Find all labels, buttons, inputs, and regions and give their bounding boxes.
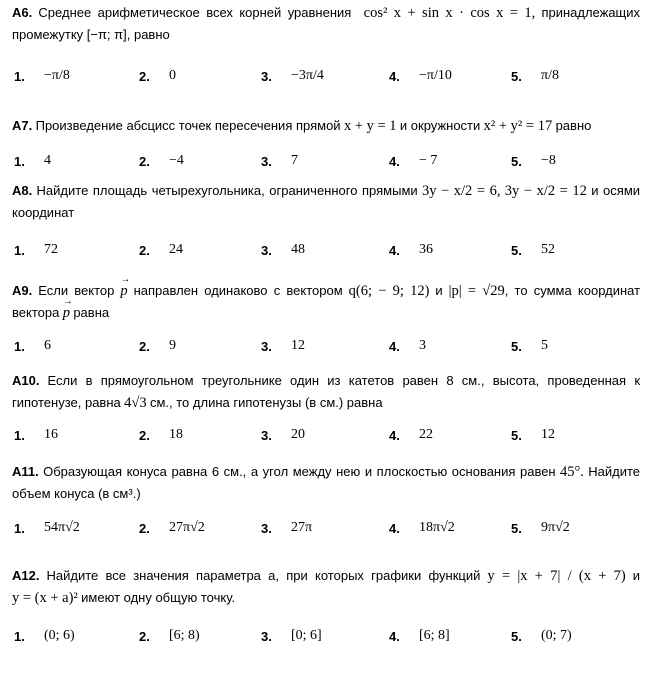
option-value: − 7 (419, 153, 438, 168)
question-number: A7. (12, 118, 33, 133)
option-value: 22 (419, 427, 433, 442)
question-text: направлен одинаково с вектором (133, 283, 343, 298)
option-number: 1. (14, 520, 25, 536)
question-text: Найдите объем конуса (в см³.) (12, 464, 641, 501)
option-3[interactable] (261, 56, 324, 96)
option-number: 2. (139, 153, 150, 169)
question-number: A12. (12, 568, 40, 583)
function-1: y = |x + 7| / (x + 7) (487, 568, 626, 584)
option-value: −π/8 (44, 68, 70, 83)
option-3[interactable] (261, 415, 305, 455)
option-value: 27π√2 (169, 520, 205, 535)
option-value: 72 (44, 242, 58, 257)
option-5[interactable] (511, 508, 570, 548)
question-number: A6. (12, 5, 33, 20)
question-text: Найдите все значения параметра a, при которых графики функций (46, 568, 481, 583)
equation-1: 3y − x/2 = 6, (421, 183, 501, 199)
question-text: Если в прямоугольном треугольнике один из катетов равен 8 см., высота, проведенная к гипотенузе, равна (12, 373, 641, 410)
option-4[interactable] (389, 56, 452, 96)
question-text: равна (73, 305, 110, 320)
option-number: 5. (511, 68, 522, 84)
option-number: 3. (261, 338, 272, 354)
option-number: 2. (139, 68, 150, 84)
option-number: 2. (139, 338, 150, 354)
option-value: 4 (44, 153, 51, 168)
question-a11 (12, 461, 640, 505)
equation-circle: x² + y² = 17 (483, 118, 553, 134)
vector-p-length: |p| = √29 (448, 283, 505, 299)
option-value: 12 (291, 338, 305, 353)
question-text: , то сумма координат вектора (12, 283, 641, 320)
option-number: 2. (139, 242, 150, 258)
option-2[interactable] (139, 141, 184, 181)
option-number: 1. (14, 427, 25, 443)
question-text: и окружности (399, 118, 481, 133)
option-number: 3. (261, 628, 272, 644)
option-value: 36 (419, 242, 433, 257)
option-2[interactable] (139, 508, 205, 548)
question-number: A10. (12, 373, 40, 388)
option-value: 6 (44, 338, 51, 353)
option-4[interactable] (389, 326, 426, 366)
answer-options-a8 (0, 230, 650, 270)
option-4[interactable] (389, 230, 433, 270)
option-5[interactable] (511, 326, 548, 366)
option-value: −4 (169, 153, 184, 168)
question-text: Если вектор (38, 283, 115, 298)
option-5[interactable] (511, 141, 556, 181)
question-number: A9. (12, 283, 33, 298)
option-2[interactable] (139, 616, 200, 656)
option-number: 2. (139, 628, 150, 644)
option-value: −3π/4 (291, 68, 324, 83)
vector-p: → p (120, 280, 127, 302)
option-value: −π/10 (419, 68, 452, 83)
option-value: 5 (541, 338, 548, 353)
question-text: см., то длина гипотенузы (в см.) равна (149, 395, 383, 410)
option-5[interactable] (511, 415, 555, 455)
option-3[interactable] (261, 508, 312, 548)
equation: 4√3 (124, 395, 147, 411)
equation-2: 3y − x/2 = 12 (504, 183, 587, 199)
question-text: Среднее арифметическое всех корней уравнения (38, 5, 352, 20)
answer-options-a9 (0, 326, 650, 366)
question-text: и (632, 568, 641, 583)
option-value: (0; 6) (44, 628, 75, 643)
option-4[interactable] (389, 141, 437, 181)
question-text: Образующая конуса равна 6 см., а угол между нею и плоскостью основания равен (43, 464, 556, 479)
question-text: Найдите площадь четырехугольника, ограниченного прямыми (36, 183, 418, 198)
option-value: 7 (291, 153, 298, 168)
option-value: 27π (291, 520, 313, 535)
option-3[interactable] (261, 326, 305, 366)
answer-options-a7 (0, 141, 650, 181)
option-number: 4. (389, 520, 400, 536)
option-value: 18π√2 (419, 520, 455, 535)
option-number: 4. (389, 68, 400, 84)
option-value: [6; 8] (419, 628, 450, 643)
question-a12 (12, 565, 640, 609)
function-2: y = (x + a)² (12, 590, 78, 606)
option-number: 5. (511, 520, 522, 536)
option-number: 4. (389, 427, 400, 443)
answer-options-a10 (0, 415, 650, 455)
question-text: равно (555, 118, 592, 133)
option-number: 1. (14, 338, 25, 354)
option-1[interactable] (14, 56, 70, 96)
option-value: 16 (44, 427, 58, 442)
option-4[interactable] (389, 508, 455, 548)
question-text: Произведение абсцисс точек пересечения прямой (35, 118, 341, 133)
option-number: 2. (139, 520, 150, 536)
option-number: 3. (261, 242, 272, 258)
option-3[interactable] (261, 616, 322, 656)
vector-q: q(6; − 9; 12) (348, 283, 430, 299)
option-number: 1. (14, 153, 25, 169)
option-number: 1. (14, 628, 25, 644)
option-number: 5. (511, 427, 522, 443)
question-a6 (12, 2, 640, 46)
answer-options-a11 (0, 508, 650, 548)
question-text: имеют одну общую точку. (81, 590, 236, 605)
option-1[interactable] (14, 616, 75, 656)
option-1[interactable] (14, 141, 51, 181)
option-value: [6; 8) (169, 628, 200, 643)
option-value: (0; 7) (541, 628, 572, 643)
angle-value: 45°. (559, 464, 584, 480)
option-3[interactable] (261, 141, 298, 181)
option-number: 3. (261, 427, 272, 443)
option-3[interactable] (261, 230, 305, 270)
option-number: 5. (511, 338, 522, 354)
option-5[interactable] (511, 616, 572, 656)
question-number: A11. (12, 464, 39, 479)
option-1[interactable] (14, 508, 80, 548)
option-value: 9π√2 (541, 520, 570, 535)
question-a8 (12, 180, 640, 224)
option-value: 0 (169, 68, 176, 83)
answer-options-a6 (0, 56, 650, 96)
question-a10 (12, 370, 640, 414)
option-2[interactable] (139, 56, 176, 96)
option-5[interactable] (511, 230, 555, 270)
option-number: 5. (511, 628, 522, 644)
question-text: принадлежащих промежутку [−π; π], равно (12, 5, 641, 42)
option-value: 18 (169, 427, 183, 442)
vector-p: → p (63, 302, 70, 324)
option-value: −8 (541, 153, 556, 168)
option-4[interactable] (389, 415, 433, 455)
option-value: 48 (291, 242, 305, 257)
option-number: 3. (261, 68, 272, 84)
option-number: 4. (389, 242, 400, 258)
option-2[interactable] (139, 415, 183, 455)
option-value: 20 (291, 427, 305, 442)
option-number: 5. (511, 242, 522, 258)
option-number: 5. (511, 153, 522, 169)
option-value: 52 (541, 242, 555, 257)
option-1[interactable] (14, 326, 51, 366)
option-2[interactable] (139, 326, 176, 366)
equation-line: x + y = 1 (343, 118, 397, 134)
question-text: и (435, 283, 443, 298)
option-2[interactable] (139, 230, 183, 270)
option-number: 4. (389, 153, 400, 169)
option-value: 9 (169, 338, 176, 353)
option-4[interactable] (389, 616, 450, 656)
option-value: [0; 6] (291, 628, 322, 643)
option-value: π/8 (541, 68, 559, 83)
option-number: 4. (389, 628, 400, 644)
option-value: 54π√2 (44, 520, 80, 535)
question-text: и осями координат (12, 183, 641, 220)
option-number: 3. (261, 153, 272, 169)
option-1[interactable] (14, 230, 58, 270)
option-value: 3 (419, 338, 426, 353)
question-number: A8. (12, 183, 33, 198)
option-value: 12 (541, 427, 555, 442)
option-number: 1. (14, 242, 25, 258)
question-a9 (12, 280, 640, 324)
option-number: 3. (261, 520, 272, 536)
option-1[interactable] (14, 415, 58, 455)
option-5[interactable] (511, 56, 559, 96)
option-number: 4. (389, 338, 400, 354)
option-number: 1. (14, 68, 25, 84)
option-value: 24 (169, 242, 183, 257)
equation: cos² x + sin x · cos x = 1, (363, 5, 536, 21)
answer-options-a12 (0, 616, 650, 656)
question-a7 (12, 115, 640, 137)
option-number: 2. (139, 427, 150, 443)
